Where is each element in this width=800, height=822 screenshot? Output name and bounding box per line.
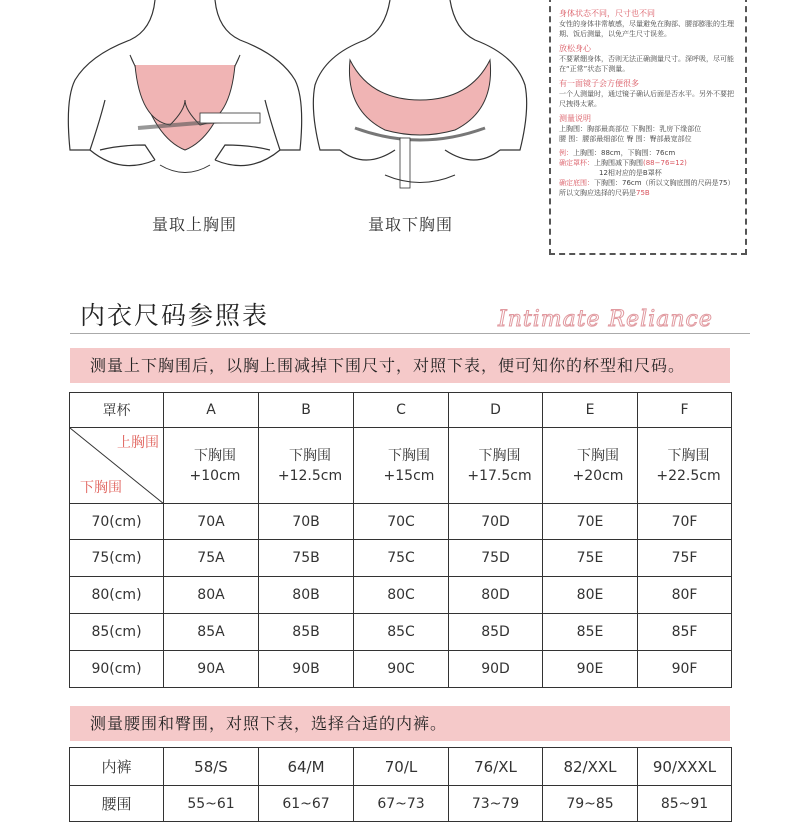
panty-instruction-banner: 测量腰围和臀围，对照下表，选择合适的内裤。: [70, 706, 730, 741]
size-cell: 70E: [543, 504, 638, 540]
size-cell: 90D: [449, 651, 543, 688]
definition-line: 腰 围：腰部最细部位 臀 围：臀部最宽部位: [559, 135, 692, 143]
bra-size-table: [69, 392, 732, 688]
waist-range: 85~91: [638, 786, 732, 822]
panty-header: 内裤: [70, 748, 164, 786]
definition-line: 上胸围：胸部最高部位 下胸围：乳房下缘部位: [559, 125, 702, 133]
waist-range: 79~85: [543, 786, 638, 822]
size-cell: 75B: [259, 540, 354, 577]
tip-body: 一个人测量时，通过镜子确认后面是否水平。另外不要把尺拽得太紧。: [559, 90, 734, 108]
size-cell: 80D: [449, 577, 543, 614]
panty-size-table: [69, 747, 732, 822]
upper-bust-label: 上胸围: [117, 435, 159, 451]
bra-instruction-banner: 测量上下胸围后，以胸上围减掉下围尺寸，对照下表，便可知你的杯型和尺码。: [70, 348, 730, 383]
size-cell: 70C: [354, 504, 449, 540]
cup-label: A: [164, 393, 259, 428]
band-text: 下胸围：76cm（所以文胸底围的尺码是75）: [594, 179, 735, 187]
cup-label: D: [449, 393, 543, 428]
tip-body: 不要紧绷身体，否则无法正确测量尺寸。深呼吸，尽可能在“正常”状态下测量。: [559, 55, 734, 73]
size-cell: 85D: [449, 614, 543, 651]
size-cell: 90B: [259, 651, 354, 688]
panty-size: 90/XXXL: [638, 748, 732, 786]
table-row: [70, 786, 732, 822]
diff-cell: 下胸围 +10cm: [164, 428, 259, 504]
band-size: 70(cm): [70, 504, 164, 540]
panty-size: 76/XL: [449, 748, 543, 786]
size-cell: 70A: [164, 504, 259, 540]
size-cell: 80B: [259, 577, 354, 614]
brand-script-logo: Intimate Reliance: [498, 307, 713, 332]
size-cell: 70D: [449, 504, 543, 540]
example-label: 例：: [559, 149, 573, 157]
table-row: [70, 540, 732, 577]
band-label: 确定底围：: [559, 179, 594, 187]
upper-bust-illustration: [60, 0, 310, 200]
size-cell: 85A: [164, 614, 259, 651]
cup-calc: (88−76=12): [643, 159, 687, 167]
panty-size: 70/L: [354, 748, 449, 786]
tip-title: 身体状态不同，尺寸也不同: [559, 9, 655, 18]
diagonal-header-cell: [70, 428, 164, 504]
section-title: 内衣尺码参照表: [80, 301, 270, 330]
size-cell: 85C: [354, 614, 449, 651]
band-size: 75(cm): [70, 540, 164, 577]
size-cell: 70F: [638, 504, 732, 540]
size-cell: 75C: [354, 540, 449, 577]
lower-bust-caption: 量取下胸围: [368, 215, 454, 234]
cup-header: 罩杯: [70, 393, 164, 428]
diff-cell: 下胸围 +12.5cm: [259, 428, 354, 504]
band-size: 90(cm): [70, 651, 164, 688]
cup-label: B: [259, 393, 354, 428]
band-size: 85(cm): [70, 614, 164, 651]
title-divider: [70, 333, 750, 334]
cup-label: C: [354, 393, 449, 428]
upper-bust-caption: 量取上胸围: [152, 215, 238, 234]
final-size: 75B: [636, 189, 650, 197]
final-text: 所以文胸应选择的尺码是: [559, 189, 636, 197]
lower-bust-illustration: [305, 0, 535, 200]
size-cell: 75E: [543, 540, 638, 577]
panty-size: 64/M: [259, 748, 354, 786]
size-cell: 85F: [638, 614, 732, 651]
cup-result: 12相对应的是B罩杯: [599, 169, 662, 177]
tip-body: 女性的身体非常敏感，尽量避免在胸部、腰部膨胀的生理期、饭后测量，以免产生尺寸误差。: [559, 20, 734, 38]
size-cell: 80C: [354, 577, 449, 614]
waist-range: 55~61: [164, 786, 259, 822]
size-cell: 70B: [259, 504, 354, 540]
size-cell: 85E: [543, 614, 638, 651]
size-cell: 80E: [543, 577, 638, 614]
size-cell: 80F: [638, 577, 732, 614]
table-row: [70, 748, 732, 786]
tip-title: 有一面镜子会方便很多: [559, 79, 639, 88]
cup-label: E: [543, 393, 638, 428]
size-cell: 75A: [164, 540, 259, 577]
table-row: [70, 614, 732, 651]
panty-size: 82/XXL: [543, 748, 638, 786]
tip-title: 测量说明: [559, 114, 591, 123]
cup-label: 确定罩杯：: [559, 159, 594, 167]
table-row: [70, 651, 732, 688]
cup-label: F: [638, 393, 732, 428]
size-cell: 85B: [259, 614, 354, 651]
diff-cell: 下胸围 +22.5cm: [638, 428, 732, 504]
lower-bust-label: 下胸围: [80, 480, 122, 496]
waist-range: 61~67: [259, 786, 354, 822]
size-cell: 75F: [638, 540, 732, 577]
diff-cell: 下胸围 +15cm: [354, 428, 449, 504]
diff-cell: 下胸围 +20cm: [543, 428, 638, 504]
panty-size: 58/S: [164, 748, 259, 786]
size-cell: 90C: [354, 651, 449, 688]
size-cell: 80A: [164, 577, 259, 614]
cup-text: 上胸围减下胸围: [594, 159, 643, 167]
waist-label: 腰围: [70, 786, 164, 822]
size-cell: 90A: [164, 651, 259, 688]
table-row: [70, 504, 732, 540]
waist-range: 67~73: [354, 786, 449, 822]
size-cell: 90F: [638, 651, 732, 688]
waist-range: 73~79: [449, 786, 543, 822]
diff-cell: 下胸围 +17.5cm: [449, 428, 543, 504]
measurement-tips-box: [549, 0, 747, 255]
size-cell: 90E: [543, 651, 638, 688]
size-cell: 75D: [449, 540, 543, 577]
tip-title: 放松身心: [559, 44, 591, 53]
example-text: 上胸围：88cm，下胸围：76cm: [573, 149, 676, 157]
band-size: 80(cm): [70, 577, 164, 614]
table-row: [70, 577, 732, 614]
